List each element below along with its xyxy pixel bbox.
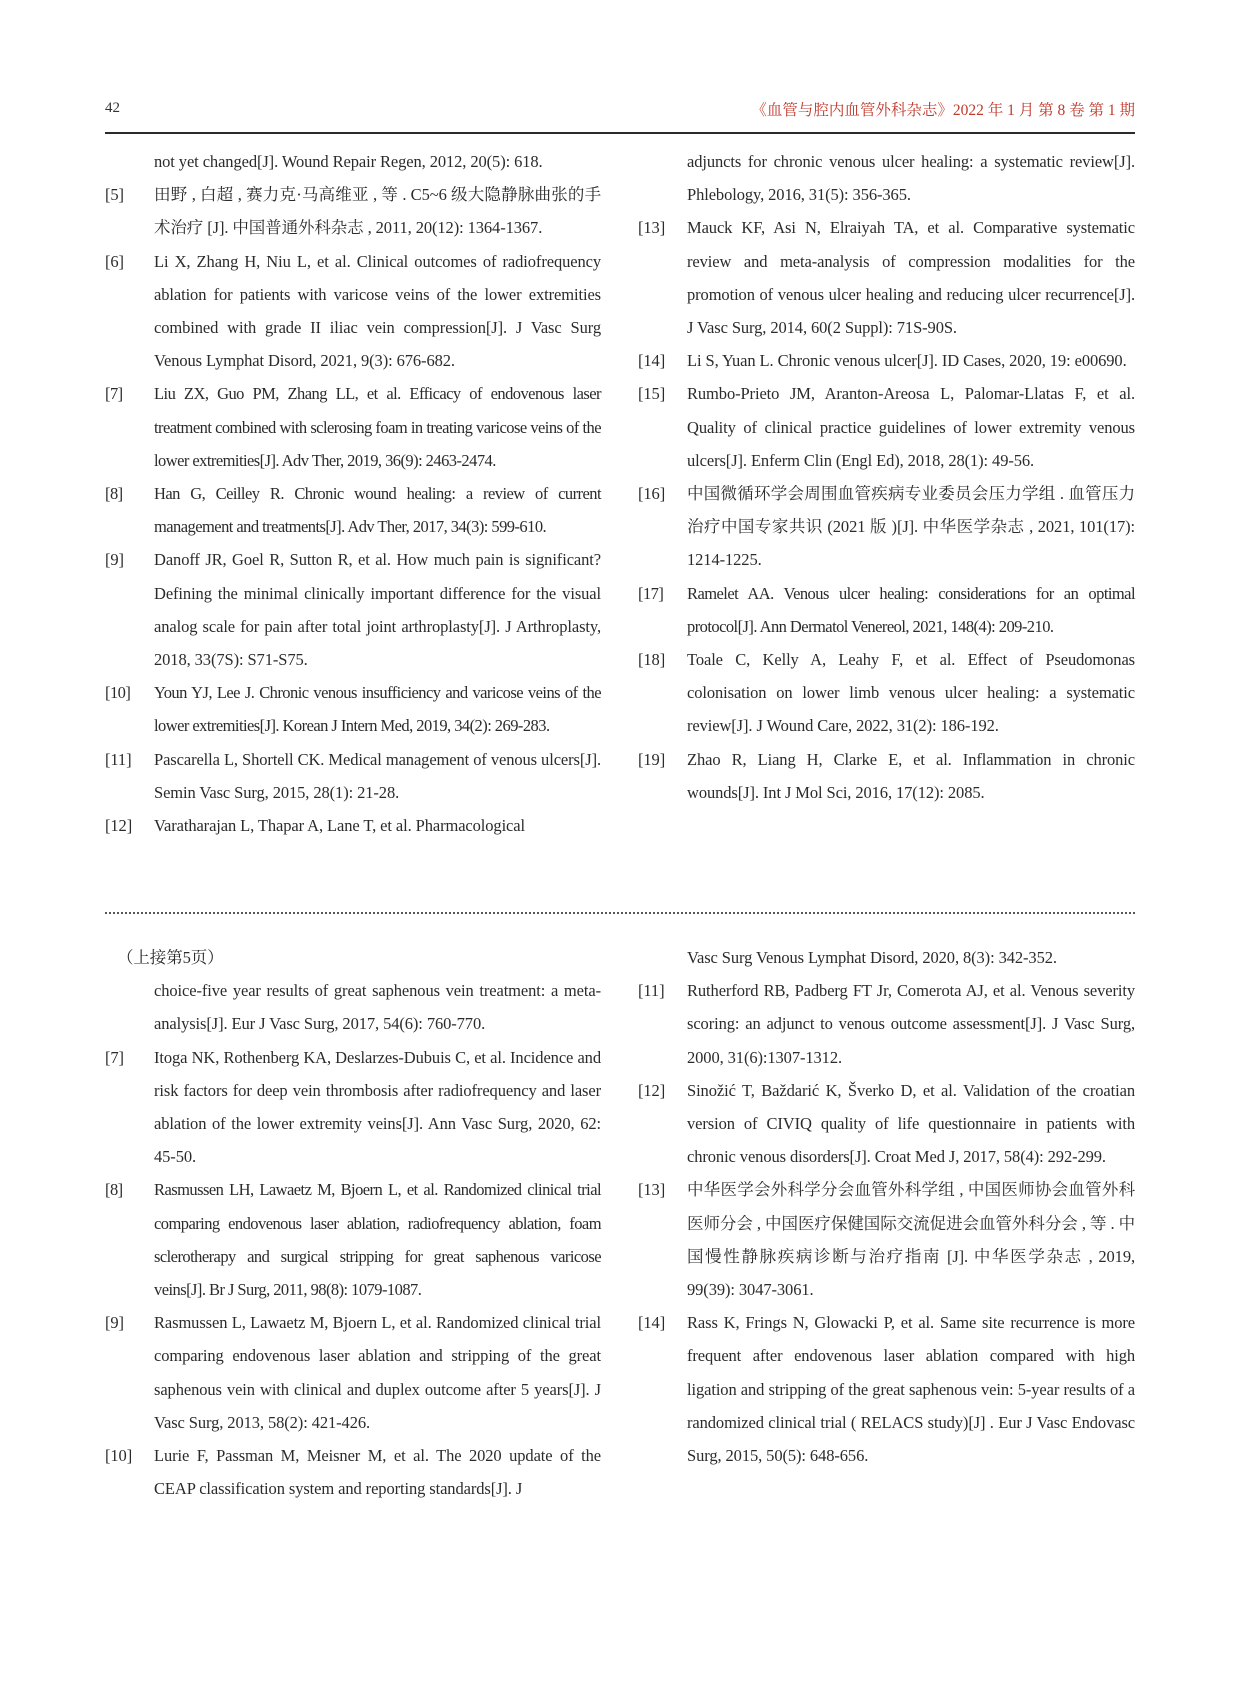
reference-text: 中华医学会外科学分会血管外科学组 , 中国医师协会血管外科医师分会 , 中国医疗保健国际交流促进会血管外科分会 , 等 . 中国慢性静脉疾病诊断与治疗指南 [J]. 中华医学杂志 , 2019, 99(39): 3047-3061. <box>687 1180 1135 1300</box>
reference-item <box>105 178 601 244</box>
reference-item <box>105 743 601 809</box>
reference-number: [11] <box>105 749 132 769</box>
reference-number: [13] <box>638 218 666 238</box>
reference-number: [9] <box>105 1313 124 1333</box>
reference-text: Sinožić T, Baždarić K, Šverko D, et al. Validation of the croatian version of CIVIQ quality of life questionnaire in patients with chronic venous disorders[J]. Croat Med J, 2017, 58(4): 292-299. <box>687 1080 1135 1167</box>
reference-text: Han G, Ceilley R. Chronic wound healing: a review of current management and treatments[J]. Adv Ther, 2017, 34(3): 599-610. <box>154 484 601 537</box>
reference-item <box>638 577 1135 643</box>
reference-item <box>638 974 1135 1074</box>
reference-text: Li S, Yuan L. Chronic venous ulcer[J]. ID Cases, 2020, 19: e00690. <box>687 351 1127 371</box>
dotted-divider <box>105 912 1135 914</box>
reference-item <box>105 477 601 543</box>
reference-text: 中国微循环学会周围血管疾病专业委员会压力学组 . 血管压力治疗中国专家共识 (2021 版 )[J]. 中华医学杂志 , 2021, 101(17): 1214-1225. <box>687 484 1135 570</box>
reference-text: Mauck KF, Asi N, Elraiyah TA, et al. Comparative systematic review and meta-analysis of compression modalities for the promotion of venous ulcer healing and reducing ulcer recurrence[J]. J Vasc Surg, 2014, 60(2 Suppl): 71S-90S. <box>687 218 1135 338</box>
reference-number: [17] <box>638 583 664 603</box>
reference-item <box>105 809 601 842</box>
reference-item <box>638 1306 1135 1472</box>
reference-number: [14] <box>638 351 666 371</box>
reference-text: Toale C, Kelly A, Leahy F, et al. Effect of Pseudomonas colonisation on lower limb venous ulcer healing: a systematic review[J]. J Wound Care, 2022, 31(2): 186-192. <box>687 650 1135 736</box>
reference-number: [7] <box>105 1047 124 1067</box>
reference-number: [6] <box>105 251 124 271</box>
reference-item <box>105 543 601 676</box>
reference-continuation: adjuncts for chronic venous ulcer healing: a systematic review[J]. Phlebology, 2016, 31(5): 356-365. <box>687 152 1135 205</box>
continued-references-left-column <box>105 941 601 1505</box>
reference-text: Itoga NK, Rothenberg KA, Deslarzes-Dubuis C, et al. Incidence and risk factors for deep vein thrombosis after radiofrequency and laser ablation of the lower extremity veins[J]. Ann Vasc Surg, 2020, 62: 45-50. <box>154 1047 601 1167</box>
reference-number: [19] <box>638 749 666 769</box>
reference-number: [5] <box>105 185 124 205</box>
reference-item <box>638 344 1135 377</box>
continued-from-note: （上接第5页） <box>117 948 224 967</box>
reference-item <box>638 643 1135 743</box>
reference-text: Rass K, Frings N, Glowacki P, et al. Same site recurrence is more frequent after endovenous laser ablation compared with high ligation and stripping of the great saphenous vein: 5-year results of a randomized clinical trial ( RELACS study)[J] . Eur J Vasc Endovasc Surg, 2015, 50(5): 648-656. <box>687 1313 1135 1466</box>
reference-item <box>638 211 1135 344</box>
reference-item <box>638 477 1135 577</box>
reference-number: [8] <box>105 1180 123 1200</box>
reference-text: Varatharajan L, Thapar A, Lane T, et al. Pharmacological <box>154 816 525 836</box>
reference-item <box>105 1173 601 1306</box>
reference-text: Pascarella L, Shortell CK. Medical management of venous ulcers[J]. Semin Vasc Surg, 2015, 28(1): 21-28. <box>154 749 601 802</box>
reference-number: [7] <box>105 384 123 404</box>
reference-item <box>638 743 1135 809</box>
reference-text: Li X, Zhang H, Niu L, et al. Clinical outcomes of radiofrequency ablation for patients with varicose veins of the lower extremities combined with grade II iliac vein compression[J]. J Vasc Surg Venous Lymphat Disord, 2021, 9(3): 676-682. <box>154 251 601 371</box>
reference-number: [8] <box>105 484 123 504</box>
reference-item <box>638 1074 1135 1174</box>
reference-text: 田野 , 白超 , 赛力克·马高维亚 , 等 . C5~6 级大隐静脉曲张的手术治疗 [J]. 中国普通外科杂志 , 2011, 20(12): 1364-1367. <box>154 185 601 238</box>
reference-text: Rasmussen LH, Lawaetz M, Bjoern L, et al. Randomized clinical trial comparing endovenous laser ablation, radiofrequency ablation, foam sclerotherapy and surgical stripping for great saphenous varicose veins[J]. Br J Surg, 2011, 98(8): 1079-1087. <box>154 1180 601 1300</box>
reference-number: [11] <box>638 981 665 1001</box>
reference-number: [15] <box>638 384 666 404</box>
reference-item <box>105 1306 601 1439</box>
page-number: 42 <box>105 100 120 116</box>
reference-number: [14] <box>638 1313 666 1333</box>
reference-number: [12] <box>638 1080 666 1100</box>
reference-text: Danoff JR, Goel R, Sutton R, et al. How much pain is significant? Defining the minimal clinically important difference for the visual analog scale for pain after total joint arthroplasty[J]. J Arthroplasty, 2018, 33(7S): S71-S75. <box>154 550 601 670</box>
reference-text: Rasmussen L, Lawaetz M, Bjoern L, et al. Randomized clinical trial comparing endovenous laser ablation and stripping of the great saphenous vein with clinical and duplex outcome after 5 years[J]. J Vasc Surg, 2013, 58(2): 421-426. <box>154 1313 601 1432</box>
reference-continuation: Vasc Surg Venous Lymphat Disord, 2020, 8(3): 342-352. <box>687 948 1057 967</box>
reference-number: [12] <box>105 816 133 836</box>
journal-info: 《血管与腔内血管外科杂志》2022 年 1 月 第 8 卷 第 1 期 <box>751 102 1135 119</box>
reference-item <box>105 676 601 742</box>
continued-references-right-column <box>638 941 1135 1472</box>
references-right-column <box>638 145 1135 809</box>
reference-number: [9] <box>105 550 124 570</box>
reference-item <box>105 377 601 477</box>
reference-item <box>105 245 601 378</box>
reference-item <box>638 377 1135 477</box>
reference-number: [10] <box>105 1446 133 1466</box>
reference-number: [10] <box>105 683 131 703</box>
reference-number: [16] <box>638 484 666 504</box>
reference-text: Rutherford RB, Padberg FT Jr, Comerota AJ, et al. Venous severity scoring: an adjunct to venous outcome assessment[J]. J Vasc Surg, 2000, 31(6):1307-1312. <box>687 981 1135 1067</box>
reference-item <box>105 1439 601 1505</box>
reference-text: Youn YJ, Lee J. Chronic venous insufficiency and varicose veins of the lower extremities[J]. Korean J Intern Med, 2019, 34(2): 269-283. <box>154 683 601 736</box>
reference-text: Zhao R, Liang H, Clarke E, et al. Inflammation in chronic wounds[J]. Int J Mol Sci, 2016, 17(12): 2085. <box>687 749 1135 802</box>
page-header <box>105 98 1135 134</box>
reference-text: Lurie F, Passman M, Meisner M, et al. The 2020 update of the CEAP classification system and reporting standards[J]. J <box>154 1446 601 1499</box>
reference-text: Liu ZX, Guo PM, Zhang LL, et al. Efficacy of endovenous laser treatment combined with sclerosing foam in treating varicose veins of the lower extremities[J]. Adv Ther, 2019, 36(9): 2463-2474. <box>154 384 601 470</box>
reference-continuation: choice-five year results of great saphenous vein treatment: a meta-analysis[J]. Eur J Vasc Surg, 2017, 54(6): 760-770. <box>154 981 601 1034</box>
reference-item <box>105 1041 601 1174</box>
reference-number: [18] <box>638 650 666 670</box>
references-left-column <box>105 145 601 842</box>
reference-text: Rumbo-Prieto JM, Aranton-Areosa L, Palomar-Llatas F, et al. Quality of clinical practice guidelines of lower extremity venous ulcers[J]. Enferm Clin (Engl Ed), 2018, 28(1): 49-56. <box>687 384 1135 470</box>
reference-item <box>638 1173 1135 1306</box>
reference-continuation: not yet changed[J]. Wound Repair Regen, 2012, 20(5): 618. <box>154 152 543 171</box>
reference-number: [13] <box>638 1180 666 1200</box>
reference-text: Ramelet AA. Venous ulcer healing: considerations for an optimal protocol[J]. Ann Dermatol Venereol, 2021, 148(4): 209-210. <box>687 583 1135 636</box>
